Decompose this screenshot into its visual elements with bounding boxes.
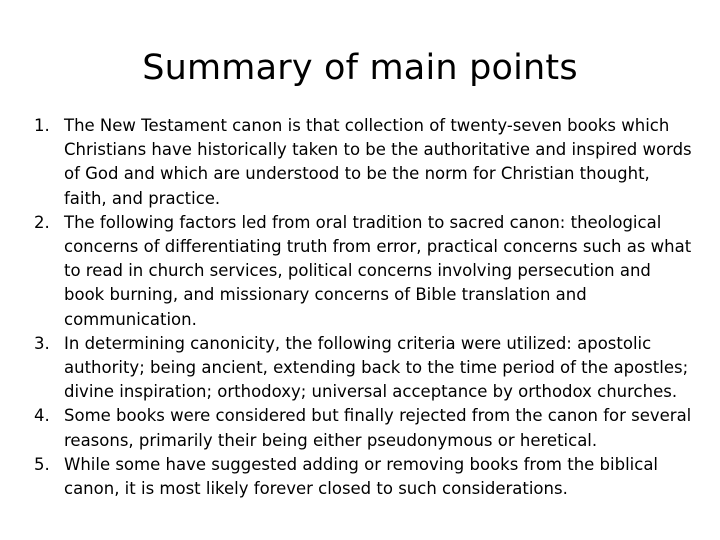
summary-point xyxy=(34,114,694,211)
point-text: In determining canonicity, the following criteria were utilized: apostolic authority; being ancient, extending back to the time period of the apostles; divine inspiration; orthodoxy; universal acceptance by orthodox churches. xyxy=(64,333,689,402)
point-text: The following factors led from oral tradition to sacred canon: theological concerns of differentiating truth from error, practical concerns such as what to read in church services, political concerns involving persecution and book burning, and missionary concerns of Bible translation and communication. xyxy=(64,212,692,329)
point-text: The New Testament canon is that collection of twenty-seven books which Christians have historically taken to be the authoritative and inspired words of God and which are understood to be the norm for Christian thought, faith, and practice. xyxy=(64,116,692,208)
point-text: Some books were considered but finally rejected from the canon for several reasons, primarily their being either pseudonymous or heretical. xyxy=(64,406,692,450)
point-number: 5. xyxy=(34,454,50,474)
summary-point xyxy=(34,332,694,405)
summary-point xyxy=(34,404,694,452)
summary-points-list xyxy=(34,114,694,501)
point-number: 3. xyxy=(34,333,50,353)
point-text: While some have suggested adding or removing books from the biblical canon, it is most likely forever closed to such considerations. xyxy=(64,454,659,499)
summary-point xyxy=(34,453,694,501)
point-number: 1. xyxy=(34,116,50,135)
point-number: 4. xyxy=(34,406,50,426)
summary-point xyxy=(34,211,694,332)
slide-title: Summary of main points xyxy=(142,48,578,88)
point-number: 2. xyxy=(34,212,50,232)
